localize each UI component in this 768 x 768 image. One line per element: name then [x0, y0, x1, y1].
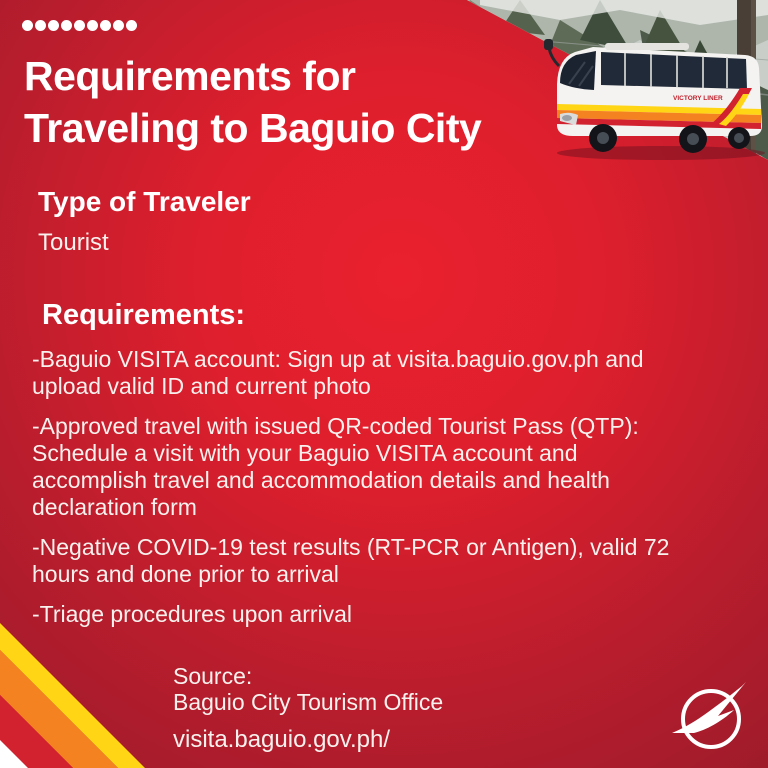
dot	[22, 20, 33, 31]
requirement-line: Schedule a visit with your Baguio VISITA account and	[32, 440, 578, 466]
source-block	[173, 663, 443, 715]
title-line-1: Requirements for	[24, 53, 356, 99]
dot	[113, 20, 124, 31]
dot	[87, 20, 98, 31]
requirement-line: accomplish travel and accommodation details and health	[32, 467, 610, 493]
requirement-item	[32, 413, 752, 521]
website-url: visita.baguio.gov.ph/	[173, 726, 391, 753]
requirement-line: declaration form	[32, 494, 197, 520]
traveler-type-value: Tourist	[38, 229, 109, 256]
requirement-line: hours and done prior to arrival	[32, 561, 339, 587]
dot	[61, 20, 72, 31]
dot	[126, 20, 137, 31]
requirement-line: -Negative COVID-19 test results (RT-PCR or Antigen), valid 72	[32, 534, 670, 560]
dots-decoration	[22, 20, 137, 31]
source-label: Source:	[173, 663, 253, 689]
requirement-line: upload valid ID and current photo	[32, 373, 371, 399]
dot	[48, 20, 59, 31]
dot	[35, 20, 46, 31]
requirement-line: -Triage procedures upon arrival	[32, 601, 353, 627]
requirement-item	[32, 534, 752, 588]
dot	[100, 20, 111, 31]
dot	[74, 20, 85, 31]
requirement-line: -Approved travel with issued QR-coded Tourist Pass (QTP):	[32, 413, 639, 439]
page-title	[24, 50, 564, 154]
title-line-2: Traveling to Baguio City	[24, 105, 482, 151]
source-name: Baguio City Tourism Office	[173, 689, 444, 715]
victory-liner-wing-logo-icon	[668, 680, 752, 756]
requirement-item	[32, 346, 752, 400]
bus-illustration	[543, 26, 768, 164]
requirement-line: -Baguio VISITA account: Sign up at visita.baguio.gov.ph and	[32, 346, 644, 372]
requirements-heading: Requirements:	[42, 299, 246, 331]
requirements-list	[32, 346, 752, 641]
corner-stripes	[0, 616, 150, 768]
traveler-type-heading: Type of Traveler	[38, 186, 251, 217]
bus-brand-text: VICTORY LINER	[673, 95, 723, 102]
